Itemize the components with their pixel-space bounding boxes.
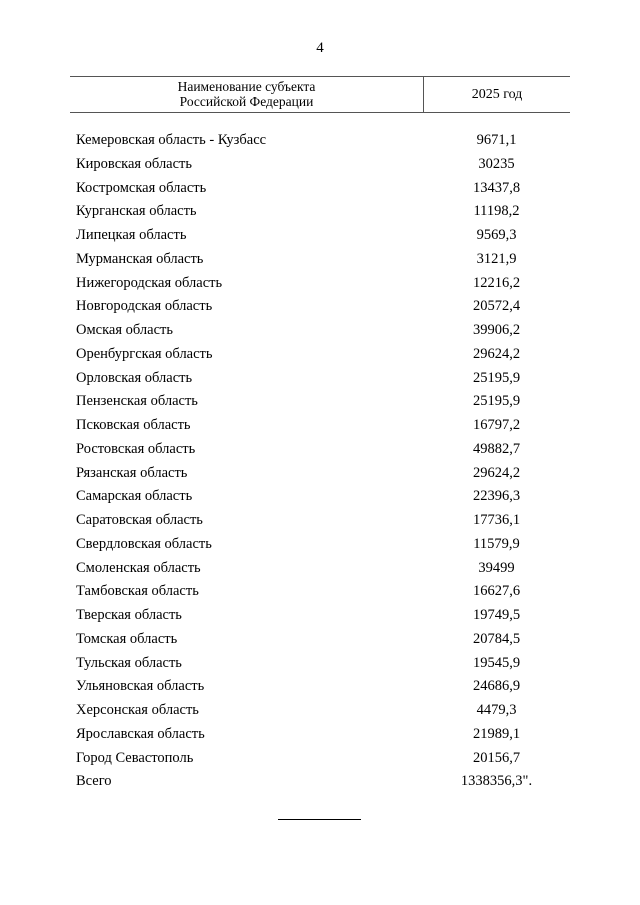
region-value: 17736,1 (472, 512, 521, 528)
table-row (70, 390, 570, 414)
region-name: Тверская область (76, 607, 182, 623)
region-name: Херсонская область (76, 702, 199, 718)
table-row (70, 414, 570, 438)
region-value: 20156,7 (472, 749, 521, 766)
table-row (70, 343, 570, 367)
region-name: Ярославская область (76, 725, 205, 742)
region-value: 39906,2 (472, 322, 521, 338)
region-name: Свердловская область (76, 535, 212, 552)
region-value: 11579,9 (473, 535, 520, 552)
header-region-name (70, 77, 423, 112)
region-name: Костромская область (76, 179, 207, 196)
region-value: 4479,3 (476, 702, 517, 718)
table-row (70, 177, 570, 201)
table-row (70, 628, 570, 652)
region-value: 19545,9 (472, 654, 521, 671)
region-name: Мурманская область (76, 250, 204, 267)
region-value: 24686,9 (472, 678, 521, 695)
region-name: Новгородская область (76, 298, 213, 315)
table-row (70, 580, 570, 604)
region-name: Смоленская область (76, 559, 201, 576)
region-value: 13437,8 (472, 179, 521, 196)
region-value: 20784,5 (472, 630, 521, 647)
region-value: 12216,2 (472, 274, 521, 291)
region-value: 3121,9 (476, 250, 517, 267)
region-value: 20572,4 (472, 298, 521, 315)
table-row (70, 224, 570, 248)
region-value: 39499 (478, 559, 515, 576)
region-name: Кировская область (76, 155, 193, 172)
table-row (70, 723, 570, 747)
table-body (70, 129, 570, 794)
region-value: 19749,5 (472, 607, 521, 623)
table-row (70, 533, 570, 557)
table-row (70, 319, 570, 343)
table-row (70, 485, 570, 509)
region-value: 29624,2 (472, 464, 521, 481)
region-value: 25195,9 (472, 369, 521, 386)
table-row (70, 675, 570, 699)
region-value: 11198,2 (473, 203, 520, 220)
table-row (70, 652, 570, 676)
region-value: 22396,3 (472, 488, 521, 505)
region-name: Оренбургская область (76, 345, 213, 362)
table-row (70, 509, 570, 533)
region-name: Псковская область (76, 417, 191, 433)
table-row (70, 604, 570, 628)
table-header (70, 76, 570, 113)
region-name: Кемеровская область - Кузбасс (76, 132, 267, 148)
region-value: 16627,6 (472, 583, 521, 600)
table-row (70, 770, 570, 794)
region-name: Город Севастополь (76, 749, 194, 766)
table-row (70, 200, 570, 224)
region-name: Тамбовская область (76, 583, 199, 600)
region-name: Пензенская область (76, 393, 198, 410)
region-value: 30235 (478, 155, 515, 172)
region-name: Ростовская область (76, 440, 196, 457)
region-value: 21989,1 (472, 725, 521, 742)
region-name: Саратовская область (76, 512, 203, 528)
table-row (70, 272, 570, 296)
region-value: 25195,9 (472, 393, 521, 410)
region-name: Омская область (76, 322, 173, 338)
region-name: Тульская область (76, 654, 182, 671)
header-region-name-line1: Наименование субъекта (177, 79, 316, 94)
region-name: Нижегородская область (76, 274, 223, 291)
region-value: 9569,3 (476, 227, 517, 243)
region-value: 1338356,3". (460, 773, 533, 790)
region-name: Орловская область (76, 369, 193, 386)
table-row (70, 438, 570, 462)
region-name: Самарская область (76, 488, 193, 505)
regions-table (70, 76, 570, 794)
region-value: 16797,2 (472, 417, 521, 433)
region-value: 49882,7 (472, 440, 521, 457)
region-name: Рязанская область (76, 464, 188, 481)
header-year: 2025 год (423, 77, 570, 112)
region-name: Курганская область (76, 203, 197, 220)
table-row (70, 153, 570, 177)
table-row (70, 129, 570, 153)
table-row (70, 557, 570, 581)
region-value: 9671,1 (476, 132, 517, 148)
header-region-name-line2: Российской Федерации (179, 94, 314, 109)
table-row (70, 462, 570, 486)
end-divider (278, 819, 361, 820)
table-row (70, 367, 570, 391)
region-value: 29624,2 (472, 345, 521, 362)
region-name: Всего (76, 773, 112, 790)
table-row (70, 747, 570, 771)
table-row (70, 248, 570, 272)
table-row (70, 699, 570, 723)
table-row (70, 295, 570, 319)
region-name: Томская область (76, 630, 178, 647)
region-name: Ульяновская область (76, 678, 205, 695)
region-name: Липецкая область (76, 227, 187, 243)
page-number: 4 (316, 40, 324, 56)
